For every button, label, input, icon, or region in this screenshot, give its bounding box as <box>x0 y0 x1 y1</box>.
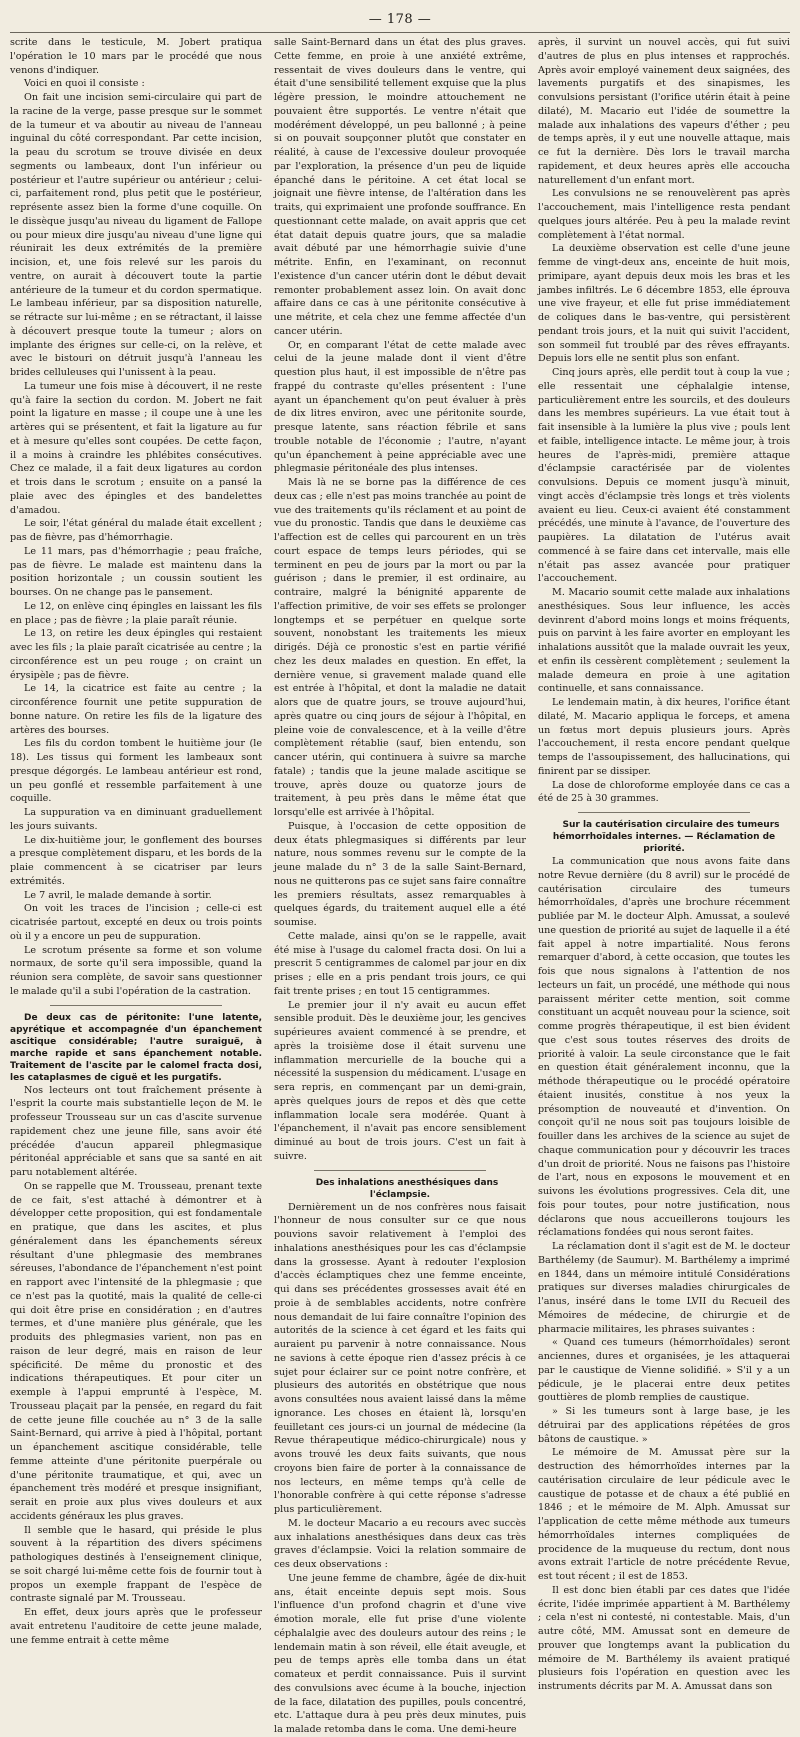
paragraph: après, il survint un nouvel accès, qui fut suivi d'autres de plus en plus intenses et rapprochés. Après avoir employé vainement deux saignées, des lavements purgatifs et des sinapismes, les convulsions persistant (l'orifice utérin était à peine dilaté), M. Macario eut l'idée de soumettre la malade aux inhalations des vapeurs d'éther ; peu de temps après, il y eut une nouvelle attaque, mais ce fut la dernière. Dès lors le travail marcha rapidement, et deux heures après elle accoucha naturellement d'un enfant mort. <box>538 37 790 186</box>
page-header <box>10 8 790 33</box>
page-number: — 178 — <box>368 12 432 27</box>
paragraph: M. le docteur Macario a eu recours avec succès aux inhalations anesthésiques dans deux cas très graves d'éclampsie. Voici la relation sommaire de ces deux observations : <box>274 1517 526 1570</box>
section-divider <box>314 1170 486 1171</box>
paragraph: Les fils du cordon tombent le huitième jour (le 18). Les tissus qui forment les lambeaux sont presque dégorgés. Le lambeau antérieur est rond, un peu gonflé et ressemble parfaitement à une coquille. <box>10 738 262 805</box>
paragraph: salle Saint-Bernard dans un état des plus graves. Cette femme, en proie à une anxiété extrême, ressentait de vives douleurs dans le ventre, qui était d'une sensibilité tellement exquise que la plus légère pression, le moindre attouchement ne pouvaient être supportés. Le ventre n'était que modérément développé, un peu ballonné ; à peine si on pouvait soupçonner plutôt que constater en réalité, à cause de l'excessive douleur provoquée par l'exploration, la présence d'un peu de liquide épanché dans le péritoine. A cet état local se joignait une fièvre intense, de l'altération dans les traits, qui exprimaient une profonde souffrance. En questionnant cette malade, on avait appris que cet état datait depuis quatre jours, que sa maladie avait débuté par une hémorrhagie suivie d'une métrite. Enfin, en l'examinant, on reconnut l'existence d'un cancer utérin dont le début devait remonter probablement assez loin. On avait donc affaire dans ce cas à une péritonite consécutive à une métrite, et cela chez une femme affectée d'un cancer utérin. <box>274 37 526 337</box>
section-heading: Sur la cautérisation circulaire des tumeurs hémorrhoïdales internes. — Réclamation de priorité. <box>552 820 780 854</box>
paragraph: Le mémoire de M. Amussat père sur la destruction des hémorrhoïdes internes par la cautérisation circulaire de leur pédicule avec le caustique de potasse et de chaux a été publié en 1846 ; et le mémoire de M. Alph. Amussat sur l'application de cette même méthode aux tumeurs hémorrhoïdales internes compliquées de procidence de la muqueuse du rectum, dont nous avons extrait l'article de notre précédente Revue, est tout récent ; il est de 1853. <box>538 1447 790 1582</box>
paragraph: Le lendemain matin, à dix heures, l'orifice étant dilaté, M. Macario appliqua le forceps, et amena un fœtus mort depuis plusieurs jours. Après l'accouchement, il resta encore pendant quelque temps de l'assoupissement, des hallucinations, qui finirent par se dissiper. <box>538 697 790 777</box>
paragraph: Le premier jour il n'y avait eu aucun effet sensible produit. Dès le deuxième jour, les gencives supérieures avaient commencé à se prendre, et après la troisième dose il était survenu une inflammation mercurielle de la bouche qui a nécessité la suspension du médicament. L'usage en sera repris, en commençant par un demi-grain, après quelques jours de repos et dès que cette inflammation locale sera modérée. Quant à l'épanchement, il n'avait pas encore sensiblement diminué au bout de trois jours. C'est un fait à suivre. <box>274 999 526 1162</box>
paragraph: Puisque, à l'occasion de cette opposition de deux états phlegmasiques si différents par leur nature, nous sommes revenu sur le compte de la jeune malade du n° 3 de la salle Saint-Bernard, nous ne quitterons pas ce sujet sans faire connaître les premiers résultats, assez remarquables à quelques égards, du traitement auquel elle a été soumise. <box>274 820 526 928</box>
paragraph: La réclamation dont il s'agit est de M. le docteur Barthélemy (de Saumur). M. Barthélemy a imprimé en 1844, dans un mémoire intitulé Considérations pratiques sur diverses maladies chirurgicales de l'anus, inséré dans le tome LVII du Recueil des Mémoires de médecine, de chirurgie et de pharmacie militaires, les phrases suivantes : <box>538 1241 790 1335</box>
paragraph: Voici en quoi il consiste : <box>24 78 145 90</box>
paragraph: M. Macario soumit cette malade aux inhalations anesthésiques. Sous leur influence, les accès devinrent d'abord moins longs et moins fréquents, puis on parvint à les faire avorter en employant les inhalations aussitôt que la malade ouvrait les yeux, et enfin ils cessèrent complètement ; seulement la malade demeura en proie à une agitation continuelle, et sans connaissance. <box>538 587 790 695</box>
paragraph: La communication que nous avons faite dans notre Revue dernière (du 8 avril) sur le procédé de cautérisation circulaire des tumeurs hémorrhoïdales, d'après une brochure récemment publiée par M. le docteur Alph. Amussat, a soulevé une question de priorité au sujet de laquelle il a été fait appel à notre impartialité. Nous ferons remarquer d'abord, à cette occasion, que toutes les fois que nous signalons à l'attention de nos lecteurs un fait, un procédé, une méthode qui nous paraissent mériter cette mention, soit comme constituant un acquêt nouveau pour la science, soit comme progrès thérapeutique, il est bien évident que c'est sous toutes réserves des droits de priorité à valoir. La seule circonstance que le fait en question était généralement inconnu, que la méthode thérapeutique ou le procédé opératoire étaient inusités, constitue à nos yeux la présomption de nouveauté et d'invention. On conçoit qu'il ne nous soit pas toujours loisible de fouiller dans les archives de la science au sujet de chaque communication pour y découvrir les traces d'un droit de priorité. Nous ne faisons pas l'histoire de l'art, nous en exposons le mouvement et en suivons les évolutions progressives. Cela dit, une fois pour toutes, pour notre justification, nous déclarons que nous accueillerons toujours les réclamations fondées qui nous seront faites. <box>538 856 790 1239</box>
paragraph: La suppuration va en diminuant graduellement les jours suivants. <box>10 807 262 832</box>
section-heading: Des inhalations anesthésiques dans l'éclampsie. <box>315 1177 499 1200</box>
paragraph: Cette malade, ainsi qu'on se le rappelle, avait été mise à l'usage du calomel fracta dosi. On lui a prescrit 5 centigrammes de calomel par jour en dix prises ; elle en a pris pendant trois jours, ce qui fait trente prises ; en tout 15 centigrammes. <box>274 930 526 997</box>
paragraph: On se rappelle que M. Trousseau, prenant texte de ce fait, s'est attaché à démontrer et à développer cette proposition, qui est fondamentale en pratique, que dans les ascites, et plus généralement dans les épanchements séreux résultant d'une phlegmasie des membranes séreuses, l'abondance de l'épanchement n'est point en rapport avec l'intensité de la phlegmasie ; que ce n'est pas la quotité, mais la qualité de celle-ci qui doit être prise en considération ; en d'autres termes, et d'une manière plus générale, que les produits des phlegmasies varient, non pas en raison de leur degré, mais en raison de leur spécificité. De même du pronostic et des indications thérapeutiques. Et pour citer un exemple à l'appui emprunté à l'espèce, M. Trousseau plaçait par la pensée, en regard du fait de cette jeune fille couchée au n° 3 de la salle Saint-Bernard, qui arrive à pied à l'hôpital, portant un épanchement ascitique considérable, telle femme atteinte d'une péritonite puerpérale ou d'une péritonite traumatique, et qui, avec un épanchement très modéré et presque insignifiant, serait en proie aux plus vives douleurs et aux accidents généraux les plus graves. <box>10 1180 262 1522</box>
paragraph: Le 11 mars, pas d'hémorrhagie ; peau fraîche, pas de fièvre. Le malade est maintenu dans la position horizontale ; un coussin soutient les bourses. On ne change pas le pansement. <box>10 545 262 598</box>
paragraph: Le 7 avril, le malade demande à sortir. <box>24 889 212 901</box>
paragraph: On voit les traces de l'incision ; celle-ci est cicatrisée partout, excepté en deux ou trois points où il y a encore un peu de suppuration. <box>10 903 262 942</box>
paragraph: La dose de chloroforme employée dans ce cas a été de 25 à 30 grammes. <box>538 779 790 805</box>
section-heading: De deux cas de péritonite: l'une latente, apyrétique et accompagnée d'un épanchement ascitique considérable; l'autre suraiguë, à marche rapide et sans épanchement notable. Traitement de l'ascite par le calomel fracta dosi, les cataplasmes de ciguë et les purgatifs. <box>10 1012 262 1083</box>
paragraph: Dernièrement un de nos confrères nous faisait l'honneur de nous consulter sur ce que nous pouvions savoir relativement à l'emploi des inhalations anesthésiques pour les cas d'éclampsie dans la grossesse. Ayant à redouter l'explosion d'accès éclamptiques chez une femme enceinte, qui dans ses précédentes grossesses avait été en proie à de semblables accidents, notre confrère nous demandait de lui faire connaître l'opinion des autorités de la science à cet égard et les faits qui auraient pu parvenir à notre connaissance. Nous ne savions à cette époque rien d'assez précis à ce sujet pour éclairer sur ce point notre confrère, et plusieurs des autorités en obstétrique que nous avons consultées nous avaient laissé dans la même ignorance. Les choses en étaient là, lorsqu'en feuilletant ces jours-ci un journal de médecine (la Revue thérapeutique médico-chirurgicale) nous y avons trouvé les deux faits suivants, que nous croyons bien faire de porter à la connaissance de nos lecteurs, en même temps qu'à celle de l'honorable confrère à qui cette réponse s'adresse plus particulièrement. <box>274 1201 526 1515</box>
paragraph: Le 12, on enlève cinq épingles en laissant les fils en place ; pas de fièvre ; la plaie paraît réunie. <box>10 600 262 626</box>
paragraph: Le scrotum présente sa forme et son volume normaux, de sorte qu'il sera impossible, quand la réunion sera complète, de savoir sans questionner le malade qu'il a subi l'opération de la castration. <box>10 944 262 997</box>
paragraph: Cinq jours après, elle perdit tout à coup la vue ; elle ressentait une céphalalgie intense, particulièrement entre les sourcils, et des douleurs dans les membres supérieurs. La vue était tout à fait insensible à la lumière la plus vive ; pouls lent et faible, intelligence intacte. Le même jour, à trois heures de l'après-midi, première attaque d'éclampsie caractérisée par de violentes convulsions. Depuis ce moment jusqu'à minuit, vingt accès d'éclampsie très longs et très violents avaient eu lieu. Ceux-ci avaient été constamment précédés, une minute à l'avance, de l'ouverture des paupières. La dilatation de l'utérus avait commencé à se faire dans cet intervalle, mais elle n'était pas assez avancée pour pratiquer l'accouchement. <box>538 367 790 585</box>
column-right <box>538 36 790 1692</box>
paragraph: Il est donc bien établi par ces dates que l'idée écrite, l'idée imprimée appartient à M. Barthélemy ; cela n'est ni contesté, ni contestable. Mais, d'un autre côté, MM. Amussat sont en demeure de prouver que longtemps avant la publication du mémoire de M. Barthélemy ils avaient pratiqué plusieurs fois l'opération en question avec les instruments décrits par M. A. Amussat dans son <box>538 1584 790 1692</box>
paragraph: Les convulsions ne se renouvelèrent pas après l'accouchement, mais l'intelligence resta pendant quelques jours altérée. Peu à peu la malade revint complètement à l'état normal. <box>538 188 790 241</box>
column-left <box>10 36 262 1646</box>
article-columns <box>10 36 790 1735</box>
paragraph: » Si les tumeurs sont à large base, je les détruirai par des applications répétées de gros bâtons de caustique. » <box>538 1406 790 1445</box>
paragraph: Le 13, on retire les deux épingles qui restaient avec les fils ; la plaie paraît cicatrisée au centre ; la circonférence est un peu rouge ; on craint un érysipèle ; pas de fièvre. <box>10 628 262 681</box>
paragraph: On fait une incision semi-circulaire qui part de la racine de la verge, passe presque sur le sommet de la tumeur et va aboutir au niveau de l'anneau inguinal du côté correspondant. Par cette incision, la peau du scrotum se trouve divisée en deux segments ou lambeaux, dont l'un inférieur ou postérieur et l'autre supérieur ou antérieur ; celui-ci, parfaitement rond, plus petit que le postérieur, représente assez bien la forme d'une coquille. On le dissèque jusqu'au niveau du ligament de Fallope ou pour mieux dire jusqu'au niveau d'une ligne qui réunirait les deux extrémités de la première incision, et, une fois relevé sur les parois du ventre, on aurait à découvert toute la partie antérieure de la tumeur et du cordon spermatique. Le lambeau inférieur, par sa disposition naturelle, se rétracte sur lui-même ; en se rétractant, il laisse à découvert presque toute la tumeur ; alors on implante des érignes sur celle-ci, on la relève, et avec le bistouri on détruit jusqu'à l'anneau les brides celluleuses qui l'unissent à la peau. <box>10 92 262 378</box>
paragraph: Une jeune femme de chambre, âgée de dix-huit ans, était enceinte depuis sept mois. Sous l'influence d'un profond chagrin et d'une vive émotion morale, elle fut prise d'une violente céphalalgie avec des douleurs autour des reins ; le lendemain matin à son réveil, elle était aveugle, et peu de temps après elle tomba dans un état comateux et perdit connaissance. Puis il survint des convulsions avec écume à la bouche, injection de la face, dilatation des pupilles, pouls concentré, etc. L'attaque dura à peu près deux minutes, puis la malade retomba dans le coma. Une demi-heure <box>274 1572 526 1735</box>
paragraph: Il semble que le hasard, qui préside le plus souvent à la répartition des divers spécimens pathologiques destinés à l'enseignement clinique, se soit chargé lui-même cette fois de fournir tout à propos un exemple frappant de l'espèce de contraste signalé par M. Trousseau. <box>10 1524 262 1605</box>
paragraph: Mais là ne se borne pas la différence de ces deux cas ; elle n'est pas moins tranchée au point de vue des traitements qu'ils réclament et au point de vue du pronostic. Tandis que dans le deuxième cas l'affection est de celles qui parcourent en un très court espace de temps leurs périodes, qui se terminent en peu de jours par la mort ou par la guérison ; dans le premier, il est ordinaire, au contraire, malgré la bénignité apparente de l'affection primitive, de voir ses effets se prolonger longtemps et se perpétuer en quelque sorte souvent, nonobstant les traitements les mieux dirigés. Déjà ce pronostic s'est en partie vérifié chez les deux malades en question. En effet, la dernière venue, si gravement malade quand elle est entrée à l'hôpital, et dont la maladie ne datait alors que de quatre jours, se trouve aujourd'hui, après quatre ou cinq jours de séjour à l'hôpital, en pleine voie de convalescence, et à la veille d'être complètement rétablie (sauf, bien entendu, son cancer utérin, qui continuera à suivre sa marche fatale) ; tandis que la jeune malade ascitique se trouve, après douze ou quatorze jours de traitement, à peu près dans le même état que lorsqu'elle est arrivée à l'hôpital. <box>274 477 526 818</box>
section-divider <box>578 812 750 813</box>
paragraph: La tumeur une fois mise à découvert, il ne reste qu'à faire la section du cordon. M. Jobert ne fait point la ligature en masse ; il coupe une à une les artères qui se présentent, et fait la ligature au fur et à mesure qu'elles sont coupées. De cette façon, il a moins à craindre les phlébites consécutives. Chez ce malade, il a fait deux ligatures au cordon et trois dans le scrotum ; ensuite on a pansé la plaie avec des épingles et des bandelettes d'amadou. <box>10 380 262 516</box>
section-divider <box>50 1005 222 1006</box>
paragraph: scrite dans le testicule, M. Jobert pratiqua l'opération le 10 mars par le procédé que nous venons d'indiquer. <box>10 37 262 76</box>
paragraph: En effet, deux jours après que le professeur avait entretenu l'auditoire de cette jeune malade, une femme entrait à cette même <box>10 1607 262 1646</box>
paragraph: Le dix-huitième jour, le gonflement des bourses a presque complètement disparu, et les bords de la plaie commencent à se cicatriser par leurs extrémités. <box>10 834 262 887</box>
paragraph: Le soir, l'état général du malade était excellent ; pas de fièvre, pas d'hémorrhagie. <box>10 518 262 543</box>
column-middle <box>274 36 526 1735</box>
paragraph: Le 14, la cicatrice est faite au centre ; la circonférence fournit une petite suppuration de bonne nature. On retire les fils de la ligature des artères des bourses. <box>10 683 262 736</box>
paragraph: La deuxième observation est celle d'une jeune femme de vingt-deux ans, enceinte de huit mois, primipare, ayant depuis deux mois les bras et les jambes infiltrés. Le 6 décembre 1853, elle éprouva une vive frayeur, et elle fut prise immédiatement de coliques dans le bas-ventre, qui persistèrent pendant trois jours, et la nuit qui suivit l'accident, son sommeil fut troublé par des rêves effrayants. Depuis lors elle ne sentit plus son enfant. <box>538 243 790 365</box>
paragraph: Nos lecteurs ont tout fraîchement présente à l'esprit la courte mais substantielle leçon de M. le professeur Trousseau sur un cas d'ascite survenue rapidement chez une jeune fille, sans avoir été précédée d'aucun appareil phlegmasique péritonéal appréciable et sans que sa santé en ait paru notablement altérée. <box>10 1084 262 1178</box>
paragraph: Or, en comparant l'état de cette malade avec celui de la jeune malade dont il vient d'être question plus haut, il est impossible de n'être pas frappé du contraste qu'elles présentent : l'une ayant un épanchement qu'on peut évaluer à près de dix litres environ, avec une péritonite sourde, presque latente, sans réaction fébrile et sans trouble notable de l'économie ; l'autre, n'ayant qu'un épanchement à peine appréciable avec une phlegmasie péritonéale des plus intenses. <box>274 339 526 475</box>
paragraph: « Quand ces tumeurs (hémorrhoïdales) seront anciennes, dures et organisées, je les attaquerai par le caustique de Vienne solidifié. » S'il y a un pédicule, je le placerai entre deux petites gouttières de plomb remplies de caustique. <box>538 1337 790 1404</box>
